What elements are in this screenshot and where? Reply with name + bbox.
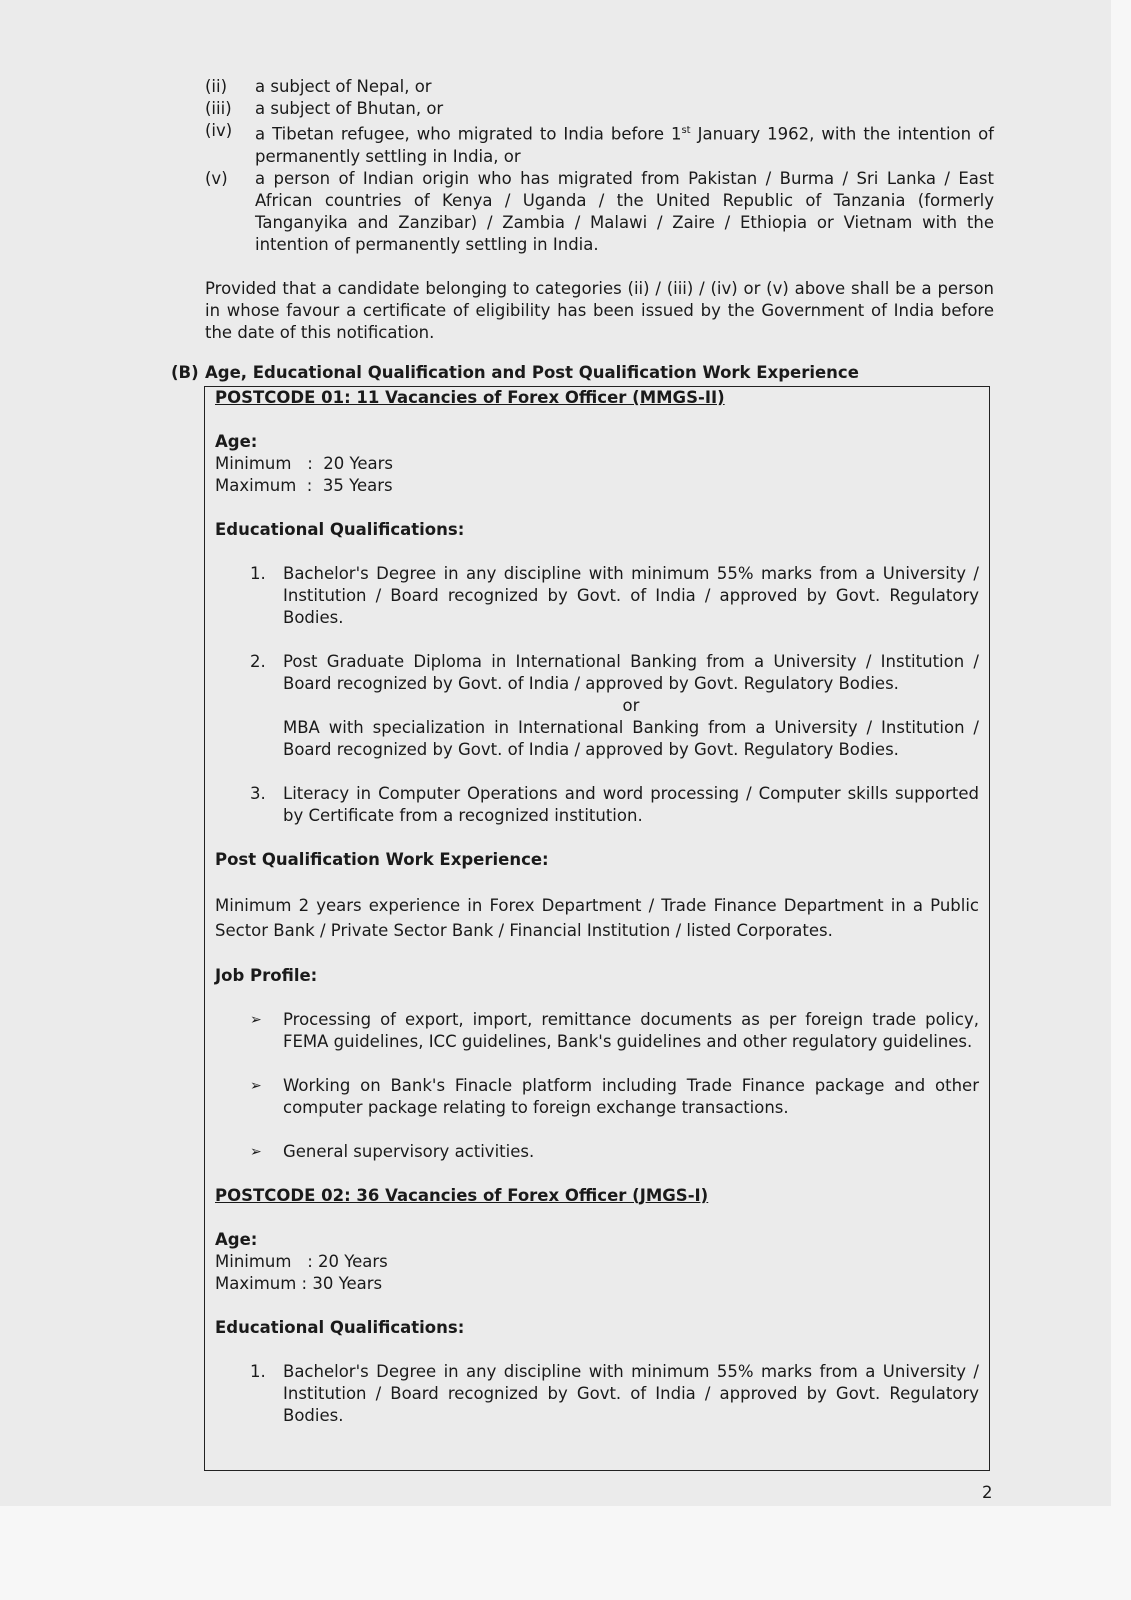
edu-item — [215, 783, 979, 827]
eligibility-item — [205, 120, 994, 168]
page-number: 2 — [982, 1483, 993, 1502]
item-number: (iii) — [205, 99, 232, 118]
edu-item — [215, 1361, 979, 1427]
postcode1-job-label: Job Profile: — [215, 966, 318, 985]
edu-text: Bachelor's Degree in any discipline with minimum 55% marks from a University / Institution / Board recognized by Govt. of India / approved by Govt. Regulatory Bodies. — [283, 1362, 979, 1425]
edu-text: Literacy in Computer Operations and word processing / Computer skills supported by Certificate from a recognized institution. — [283, 784, 979, 825]
postcode2-edu-label: Educational Qualifications: — [215, 1318, 465, 1337]
postcode1-exp-label: Post Qualification Work Experience: — [215, 850, 549, 869]
qualification-box — [204, 386, 990, 1471]
postcode1-age-min: Minimum : 20 Years — [215, 454, 394, 473]
arrow-bullet-icon: ➢ — [250, 1012, 262, 1028]
eligibility-item — [205, 168, 994, 256]
postcode1-age-max: Maximum : 35 Years — [215, 476, 393, 495]
job-item — [215, 1075, 979, 1119]
edu-number: 3. — [250, 784, 266, 803]
section-tag: (B) — [171, 363, 199, 382]
postcode2-age-label: Age: — [215, 1230, 258, 1249]
postcode2-age-min: Minimum : 20 Years — [215, 1252, 388, 1271]
section-title: Age, Educational Qualification and Post Qualification Work Experience — [205, 363, 859, 382]
job-text: Processing of export, import, remittance documents as per foreign trade policy, FEMA guidelines, ICC guidelines, Bank's guidelines and other regulatory guidelines. — [283, 1010, 979, 1051]
proviso-paragraph: Provided that a candidate belonging to categories (ii) / (iii) / (iv) or (v) above shall be a person in whose favour a certificate of eligibility has been issued by the Government of India before the date of this notification. — [205, 278, 994, 342]
arrow-bullet-icon: ➢ — [250, 1078, 262, 1094]
eligibility-section — [205, 76, 994, 344]
job-text: Working on Bank's Finacle platform including Trade Finance package and other computer package relating to foreign exchange transactions. — [283, 1076, 979, 1117]
item-text: a person of Indian origin who has migrated from Pakistan / Burma / Sri Lanka / East African countries of Kenya / Uganda / the United Republic of Tanzania (formerly Tanganyika and Zanzibar) / Zambia / Malawi / Zaire / Ethiopia or Vietnam with the intention of permanently settling in India. — [255, 168, 994, 254]
edu-item — [215, 651, 979, 695]
postcode1-exp-text: Minimum 2 years experience in Forex Department / Trade Finance Department in a Public Sector Bank / Private Sector Bank / Financial Institution / listed Corporates. — [215, 896, 979, 940]
postcode2-age-max: Maximum : 30 Years — [215, 1274, 383, 1293]
job-text: General supervisory activities. — [283, 1142, 535, 1161]
edu-alt-text: MBA with specialization in International Banking from a University / Institution / Board recognized by Govt. of India / approved by Govt. Regulatory Bodies. — [283, 718, 979, 759]
edu-or: or — [622, 696, 640, 715]
eligibility-item — [205, 76, 994, 98]
item-text: a subject of Bhutan, or — [255, 99, 444, 118]
item-text — [255, 120, 994, 168]
postcode1-edu-label: Educational Qualifications: — [215, 520, 465, 539]
edu-number: 1. — [250, 564, 266, 583]
edu-text: Post Graduate Diploma in International Banking from a University / Institution / Board recognized by Govt. of India / approved by Govt. Regulatory Bodies. — [283, 652, 979, 693]
eligibility-item — [205, 98, 994, 120]
item-number: (v) — [205, 168, 228, 188]
ordinal-superscript: st — [681, 125, 691, 136]
edu-number: 1. — [250, 1362, 266, 1381]
item-text-pre: a Tibetan refugee, who migrated to India before 1 — [255, 124, 682, 144]
edu-item — [215, 563, 979, 629]
item-number: (ii) — [205, 77, 228, 96]
edu-text: Bachelor's Degree in any discipline with minimum 55% marks from a University / Institution / Board recognized by Govt. of India / approved by Govt. Regulatory Bodies. — [283, 564, 979, 627]
item-text: a subject of Nepal, or — [255, 77, 432, 96]
job-item — [215, 1141, 979, 1163]
postcode2-heading: POSTCODE 02: 36 Vacancies of Forex Officer (JMGS-I) — [215, 1186, 709, 1205]
item-number: (iv) — [205, 121, 233, 140]
job-item — [215, 1009, 979, 1053]
section-b-heading — [171, 362, 1001, 384]
item-text-post: January 1962, with the intention of permanently settling in India, or — [255, 124, 994, 166]
postcode1-heading: POSTCODE 01: 11 Vacancies of Forex Officer (MMGS-II) — [215, 388, 725, 407]
arrow-bullet-icon: ➢ — [250, 1144, 262, 1160]
edu-number: 2. — [250, 652, 266, 671]
postcode1-age-label: Age: — [215, 432, 258, 451]
